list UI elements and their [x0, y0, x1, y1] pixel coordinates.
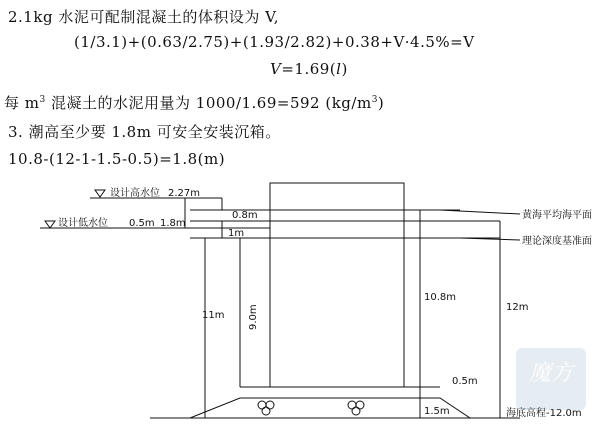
text-line-3-rest: =1.69( [281, 60, 337, 78]
stone [348, 401, 356, 409]
text-line-2: (1/3.1)+(0.63/2.75)+(1.93/2.82)+0.38+V·4.5%=V [74, 33, 475, 51]
design-low-water-label: 设计低水位 [58, 218, 108, 229]
dim-0-5m-label: 0.5m [452, 376, 478, 387]
text-line-5: 3. 潮高至少要 1.8m 可安全安装沉箱。 [8, 123, 281, 141]
chart-datum-label: 理论深度基准面 [522, 236, 592, 247]
superscript: 3 [371, 95, 378, 105]
triangle-marker [95, 190, 105, 197]
mean-sea-level-label: 黄海平均海平面 [522, 210, 592, 221]
text-line-4-c: ) [377, 94, 385, 112]
stone [266, 401, 274, 409]
superscript: 3 [39, 95, 46, 105]
dim-0-8m-label: 0.8m [232, 210, 258, 221]
text-line-1: 2.1kg 水泥可配制混凝土的体积设为 V, [8, 8, 280, 26]
seabed-elevation-label: 海底高程-12.0m [506, 408, 582, 419]
dim-1-5m-label: 1.5m [424, 406, 450, 417]
text-line-3-end: ) [341, 60, 348, 78]
triangle-marker [45, 221, 55, 228]
stone [258, 401, 266, 409]
caisson [270, 183, 404, 387]
dim-12m-label: 12m [506, 302, 529, 313]
dim-1-8m-label: 1.8m [160, 218, 186, 229]
design-high-water-value: 2.27m [168, 188, 201, 199]
unit-l: l [336, 60, 342, 78]
stone [356, 401, 364, 409]
watermark-logo: 魔方 [516, 348, 586, 410]
var-v: V [270, 60, 282, 78]
stone [352, 407, 360, 415]
text-line-4-b: 混凝土的水泥用量为 1000/1.69=592 (kg/m [45, 94, 372, 112]
stone [262, 407, 270, 415]
text-line-4-a: 每 m [4, 94, 40, 112]
text-line-6: 10.8-(12-1-1.5-0.5)=1.8(m) [8, 150, 226, 168]
dim-9m-label: 9.0m [248, 304, 259, 330]
dim-1m-label: 1m [228, 228, 245, 239]
design-high-water-label: 设计高水位 [110, 188, 160, 199]
dim-10-8m-label: 10.8m [424, 292, 457, 303]
leader-msl [440, 210, 520, 214]
dim-11m-label: 11m [202, 310, 225, 321]
design-low-water-value: 0.5m [129, 218, 155, 229]
